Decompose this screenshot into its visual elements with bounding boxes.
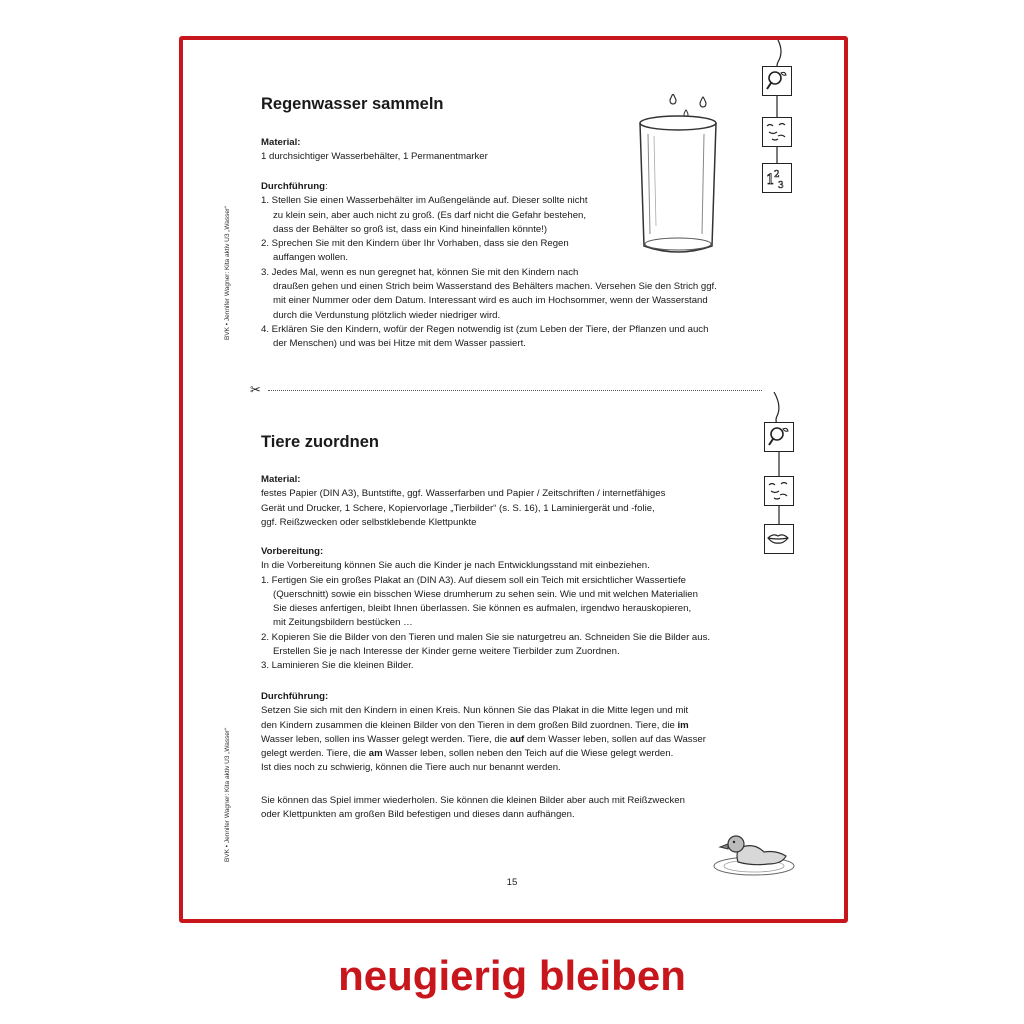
water-glass-illustration (634, 94, 730, 264)
connector-lines-icon (764, 452, 794, 526)
svg-text:2: 2 (774, 170, 780, 180)
page-number: 15 (506, 877, 518, 888)
section1-line: dass der Behälter so groß ist, dass ein Kind hineinfallen könnte!) (273, 223, 548, 235)
section2-proc-line (261, 733, 706, 747)
section2-closing-line: Sie können das Spiel immer wiederholen. Sie können die kleinen Bilder aber auch mit Reißzwecken (261, 795, 685, 806)
magnifier-icon (762, 66, 792, 96)
section2-prep-line: Erstellen Sie je nach Interesse der Kinder gerne weitere Tierbilder zum Zuordnen. (273, 646, 620, 658)
section2-preparation (261, 545, 710, 674)
section2-prep-line: mit Zeitungsbildern bestücken … (273, 617, 413, 629)
section2-proc-text: gelegt werden. Tiere, die (261, 748, 367, 760)
section2-proc-line: Ist dies noch zu schwierig, können die Tiere auch nur benannt werden. (261, 762, 561, 774)
section1-material-text: 1 durchsichtiger Wasserbehälter, 1 Permanentmarker (261, 151, 488, 163)
section2-title: Tiere zuordnen (261, 433, 379, 451)
section2-proc-bold: im (677, 719, 689, 731)
connector-lines-icon (762, 96, 792, 166)
section1-line: durch die Verdunstung plötzlich wieder niedriger wird. (273, 309, 501, 321)
section2-material-heading: Material: (261, 474, 301, 485)
section2-proc-bold: am (368, 748, 383, 760)
section2-closing-line: oder Klettpunkten am großen Bild befestigen und dieses dann aufhängen. (261, 809, 575, 821)
section1-line: auffangen wollen. (273, 252, 349, 264)
duck-illustration (708, 826, 798, 878)
section2-prep-line: 1. Fertigen Sie ein großes Plakat an (DIN A3). Auf diesem soll ein Teich mit ersichtlicher Wassertiefe (261, 574, 686, 586)
section2-prep-line: 3. Laminieren Sie die kleinen Bilder. (261, 660, 414, 672)
section1-line: 3. Jedes Mal, wenn es nun geregnet hat, können Sie mit den Kindern nach (261, 266, 579, 278)
section1-line: draußen gehen und einen Strich beim Wasserstand des Behälters machen. Versehen Sie den Strich ggf. (273, 281, 717, 293)
section2-prep-line: (Querschnitt) sowie ein bisschen Wiese drumherum zu sehen sein. Wie und mit welchen Materialien (273, 588, 698, 600)
numbers-icon (762, 163, 792, 193)
section2-proc-heading: Durchführung: (261, 691, 329, 702)
section2-material (261, 473, 665, 530)
section2-material-line: ggf. Reißzwecken oder selbstklebende Klettpunkte (261, 516, 477, 528)
section1-material-heading: Material: (261, 137, 301, 148)
section1-procedure-colon: : (324, 181, 328, 192)
section1-line: zu klein sein, aber auch nicht zu groß. (Es darf nicht die Gefahr bestehen, (273, 209, 587, 221)
section2-proc-bold: auf (509, 733, 525, 745)
section2-closing (261, 794, 685, 823)
section2-material-line: festes Papier (DIN A3), Buntstifte, ggf. Wasserfarben und Papier / Zeitschriften / internetfähiges (261, 488, 666, 500)
section2-proc-text: den Kindern zusammen die kleinen Bilder von den Tieren in dem großen Bild zuordnen. Tiere, die (261, 719, 675, 731)
section2-prep-heading: Vorbereitung: (261, 546, 324, 557)
section2-prep-line: Sie dieses anfertigen, bleibt Ihnen überlassen. Sie können es aufmalen, irgendwo herauskopieren, (273, 603, 692, 615)
section2-proc-text: Wasser leben, sollen ins Wasser gelegt werden. Tiere, die (261, 733, 508, 745)
section2-proc-line (261, 719, 706, 733)
svg-text:3: 3 (778, 181, 784, 191)
section2-prep-line: 2. Kopieren Sie die Bilder von den Tieren und malen Sie sie naturgetreu an. Schneiden Sie die Bilder aus. (261, 631, 711, 643)
section1-line: 4. Erklären Sie den Kindern, wofür der Regen notwendig ist (zum Leben der Tiere, der Pflanzen und auch (261, 323, 709, 335)
section1-line: 1. Stellen Sie einen Wasserbehälter im Außengelände auf. Dieser sollte nicht (261, 195, 588, 207)
section1-procedure-heading: Durchführung (261, 181, 325, 192)
slogan: neugierig bleiben (338, 952, 686, 999)
section1-material (261, 136, 488, 165)
section1-title: Regenwasser sammeln (261, 95, 444, 113)
section2-proc-line (261, 747, 706, 761)
scissors-icon: ✂ (250, 382, 261, 397)
section1-line: der Menschen) und was bei Hitze mit dem Wasser passiert. (273, 338, 526, 350)
section2-procedure (261, 690, 706, 776)
mouth-icon (764, 524, 794, 554)
magnifier-icon (764, 422, 794, 452)
section2-proc-text: Wasser leben, sollen neben den Teich auf die Wiese gelegt werden. (385, 748, 674, 760)
section2-proc-text: dem Wasser leben, sollen auf das Wasser (526, 733, 706, 745)
section2-proc-line: Setzen Sie sich mit den Kindern in einen Kreis. Nun können Sie das Plakat in die Mitte legen und mit (261, 705, 689, 717)
hanging-string-icon (760, 392, 800, 424)
section2-prep-line: In die Vorbereitung können Sie auch die Kinder je nach Entwicklungsstand mit einbeziehen. (261, 560, 650, 572)
section1-line: 2. Sprechen Sie mit den Kindern über Ihr Vorhaben, dass sie den Regen (261, 238, 569, 250)
side-credit-2: BVK • Jennifer Wagner: Kita aktiv U3 „Wasser“ (224, 727, 231, 862)
side-credit-1: BVK • Jennifer Wagner: Kita aktiv U3 „Wasser“ (224, 205, 231, 340)
section1-line: mit einer Nummer oder dem Datum. Interessant wird es auch im Hochsommer, wenn der Wasserstand (273, 295, 708, 307)
svg-text:1: 1 (766, 172, 775, 188)
cut-line (268, 390, 762, 391)
section2-material-line: Gerät und Drucker, 1 Schere, Kopiervorlage „Tierbilder“ (s. S. 16), 1 Laminiergerät und -folie, (261, 502, 655, 514)
